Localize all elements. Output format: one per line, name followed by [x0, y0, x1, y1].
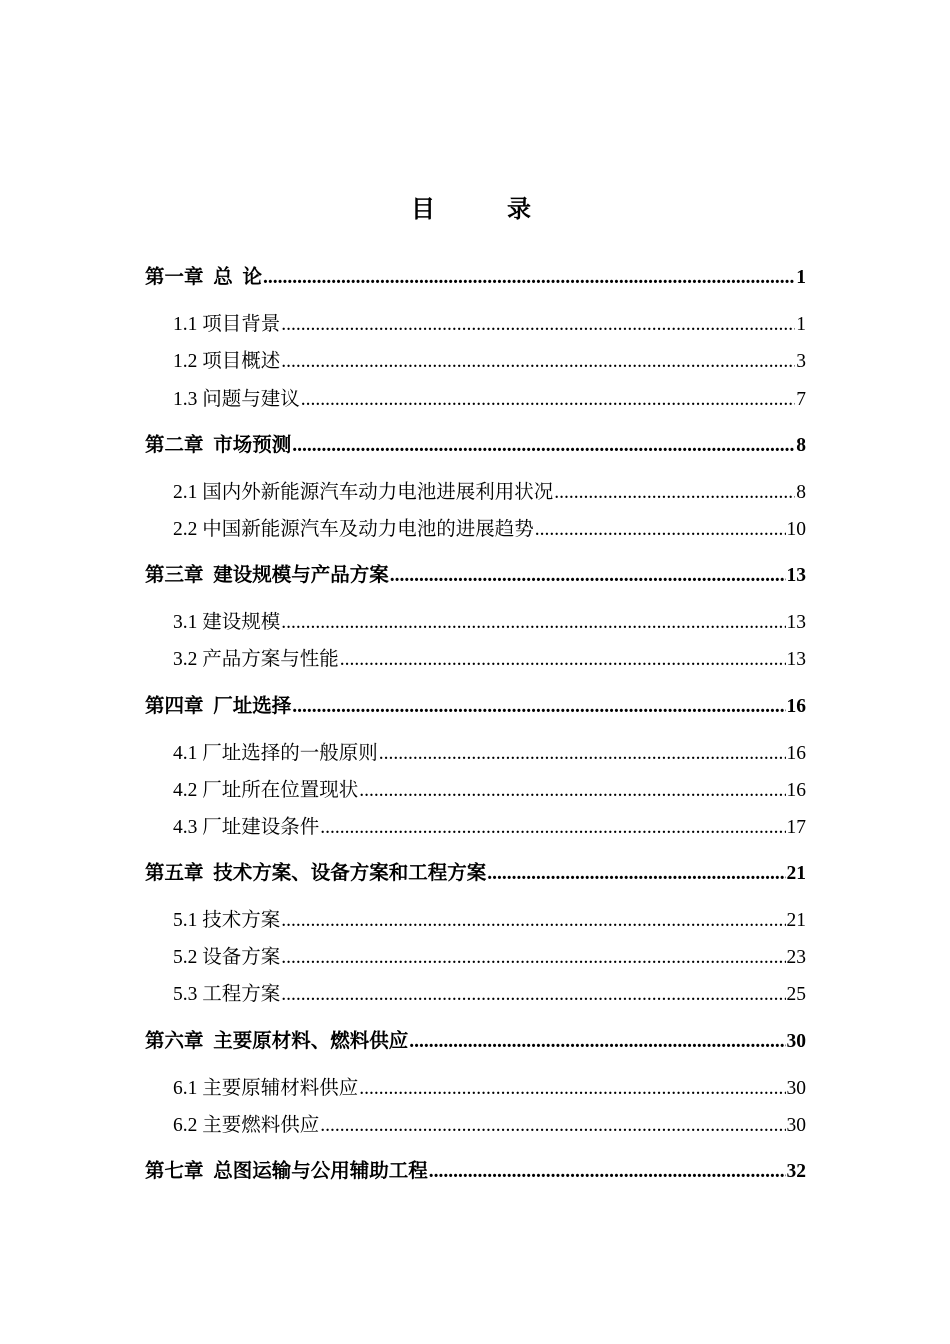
- toc-section-entry[interactable]: [173, 479, 806, 507]
- toc-chapter-entry[interactable]: [145, 1028, 806, 1056]
- toc-dot-leader: [487, 860, 785, 888]
- toc-page-number: 30: [786, 1078, 806, 1099]
- toc-page-number: 16: [786, 780, 806, 801]
- toc-page-number: 13: [786, 612, 806, 633]
- toc-section-entry[interactable]: [173, 646, 806, 674]
- toc-section-entry[interactable]: [173, 944, 806, 972]
- toc-chapter-entry[interactable]: [145, 693, 806, 721]
- toc-entry-label: 1.3 问题与建议: [173, 389, 300, 410]
- toc-entry-label: 6.1 主要原辅材料供应: [173, 1078, 359, 1099]
- toc-dot-leader: [301, 386, 795, 414]
- toc-entry-label: 第一章 总 论: [145, 267, 263, 288]
- toc-page-number: 16: [786, 743, 806, 764]
- toc-page-number: 13: [786, 649, 806, 670]
- toc-page-number: 8: [796, 435, 806, 456]
- toc-dot-leader: [281, 944, 785, 972]
- toc-dot-leader: [390, 562, 786, 590]
- toc-section-entry[interactable]: [173, 740, 806, 768]
- toc-page-number: 8: [796, 482, 806, 503]
- toc-entry-label: 第七章 总图运输与公用辅助工程: [145, 1161, 428, 1182]
- toc-page-number: 10: [786, 519, 806, 540]
- toc-entry-label: 第三章 建设规模与产品方案: [145, 565, 389, 586]
- toc-chapter-entry[interactable]: [145, 562, 806, 590]
- toc-chapter-entry[interactable]: [145, 432, 806, 460]
- toc-entry-label: 4.2 厂址所在位置现状: [173, 780, 359, 801]
- toc-section-entry[interactable]: [173, 814, 806, 842]
- toc-entry-label: 6.2 主要燃料供应: [173, 1115, 320, 1136]
- toc-entry-label: 4.3 厂址建设条件: [173, 817, 320, 838]
- toc-section-entry[interactable]: [173, 1112, 806, 1140]
- toc-entry-label: 2.1 国内外新能源汽车动力电池进展利用状况: [173, 482, 554, 503]
- toc-entry-label: 第五章 技术方案、设备方案和工程方案: [145, 863, 487, 884]
- toc-entry-label: 1.2 项目概述: [173, 351, 281, 372]
- toc-chapter-entry[interactable]: [145, 860, 806, 888]
- toc-page-number: 23: [786, 947, 806, 968]
- toc-page-number: 30: [786, 1031, 806, 1052]
- toc-entry-label: 1.1 项目背景: [173, 314, 281, 335]
- toc-dot-leader: [292, 432, 795, 460]
- toc-entry-label: 第二章 市场预测: [145, 435, 292, 456]
- toc-entry-label: 4.1 厂址选择的一般原则: [173, 743, 378, 764]
- toc-entry-label: 2.2 中国新能源汽车及动力电池的进展趋势: [173, 519, 534, 540]
- toc-page-number: 21: [786, 863, 806, 884]
- toc-section-entry[interactable]: [173, 777, 806, 805]
- toc-dot-leader: [281, 907, 785, 935]
- toc-dot-leader: [409, 1028, 785, 1056]
- toc-dot-leader: [359, 1075, 785, 1103]
- toc-dot-leader: [292, 693, 785, 721]
- toc-dot-leader: [320, 1112, 785, 1140]
- toc-section-entry[interactable]: [173, 348, 806, 376]
- toc-dot-leader: [535, 516, 786, 544]
- toc-entry-label: 3.2 产品方案与性能: [173, 649, 339, 670]
- toc-section-entry[interactable]: [173, 516, 806, 544]
- toc-dot-leader: [359, 777, 785, 805]
- toc-dot-leader: [281, 311, 795, 339]
- toc-section-entry[interactable]: [173, 609, 806, 637]
- toc-section-entry[interactable]: [173, 981, 806, 1009]
- toc-page-number: 30: [786, 1115, 806, 1136]
- toc-chapter-entry[interactable]: [145, 1158, 806, 1186]
- toc-page-number: 17: [786, 817, 806, 838]
- toc-section-entry[interactable]: [173, 1075, 806, 1103]
- toc-entry-label: 第六章 主要原材料、燃料供应: [145, 1031, 409, 1052]
- toc-dot-leader: [429, 1158, 786, 1186]
- toc-entry-label: 5.2 设备方案: [173, 947, 281, 968]
- toc-entry-label: 5.3 工程方案: [173, 984, 281, 1005]
- toc-page-number: 3: [796, 351, 806, 372]
- toc-entry-label: 第四章 厂址选择: [145, 696, 292, 717]
- toc-dot-leader: [340, 646, 786, 674]
- toc-page-number: 21: [786, 910, 806, 931]
- toc-dot-leader: [281, 609, 785, 637]
- toc-dot-leader: [554, 479, 795, 507]
- toc-dot-leader: [281, 981, 785, 1009]
- toc-section-entry[interactable]: [173, 386, 806, 414]
- toc-page-number: 25: [786, 984, 806, 1005]
- toc-section-entry[interactable]: [173, 907, 806, 935]
- toc-section-entry[interactable]: [173, 311, 806, 339]
- toc-page-number: 7: [796, 389, 806, 410]
- page-title: 目 录: [411, 197, 539, 223]
- toc-page-number: 1: [796, 267, 806, 288]
- toc-page-number: 16: [786, 696, 806, 717]
- toc-page-number: 13: [786, 565, 806, 586]
- toc-entry-label: 5.1 技术方案: [173, 910, 281, 931]
- toc-dot-leader: [320, 814, 785, 842]
- toc-dot-leader: [263, 264, 795, 292]
- toc-page-number: 1: [796, 314, 806, 335]
- toc-chapter-entry[interactable]: [145, 264, 806, 292]
- toc-dot-leader: [379, 740, 786, 768]
- toc-dot-leader: [281, 348, 795, 376]
- toc-entry-label: 3.1 建设规模: [173, 612, 281, 633]
- toc-page-number: 32: [786, 1161, 806, 1182]
